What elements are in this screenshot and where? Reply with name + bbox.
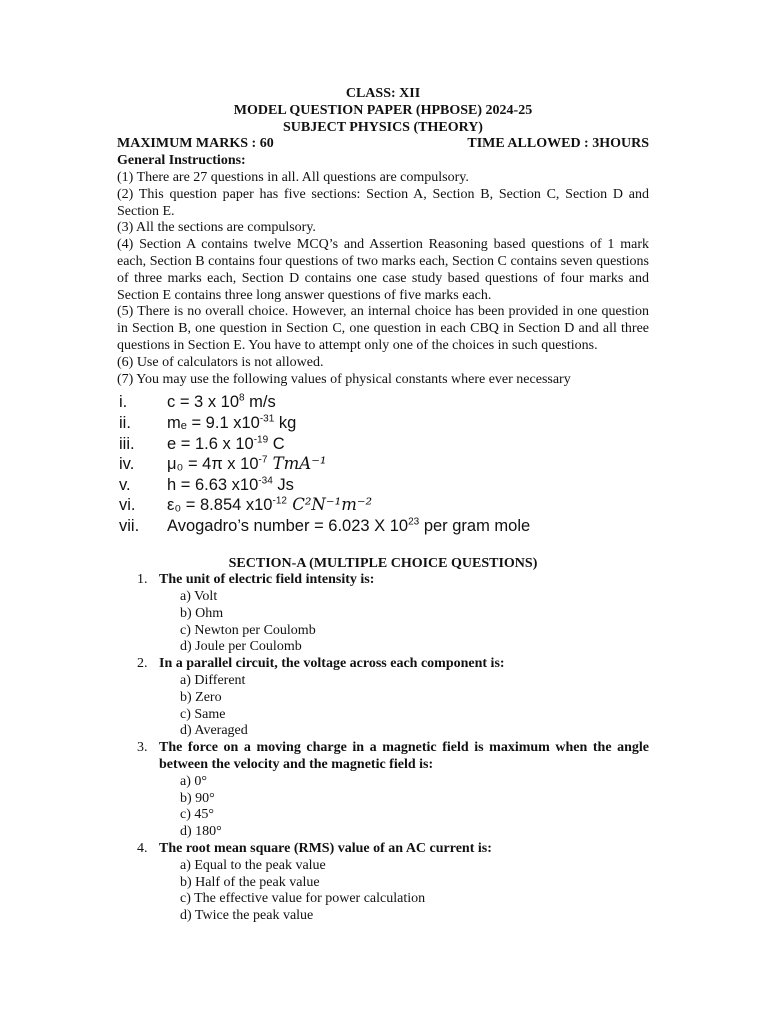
option: b) 90° (180, 790, 215, 806)
constant-row (117, 475, 649, 496)
question-number: 2. (137, 656, 148, 672)
instruction-item: (2) This question paper has five sections: Section A, Section B, Section C, Section D and Section E. (117, 186, 649, 219)
section-a-title: SECTION-A (MULTIPLE CHOICE QUESTIONS) (228, 555, 538, 571)
option: a) Different (180, 673, 246, 689)
constant-row (117, 495, 649, 516)
question (137, 740, 649, 774)
option: a) Equal to the peak value (180, 857, 326, 873)
question-list (137, 572, 649, 925)
instruction-item: (3) All the sections are compulsory. (117, 220, 316, 236)
constant-row (117, 516, 649, 537)
option: d) Twice the peak value (180, 908, 314, 924)
question-options (180, 673, 649, 740)
option: d) Joule per Coulomb (180, 639, 302, 655)
constant-number: ii. (119, 413, 131, 432)
question-options (180, 858, 649, 925)
constant-value: c = 3 x $10^8$ m/s (167, 392, 276, 412)
option: a) Volt (180, 589, 218, 605)
constant-number: i. (119, 393, 128, 412)
constant-value: ε₀ = 8.854 $x10^{-12}$ C²N⁻¹m⁻² (167, 495, 373, 515)
constant-row (117, 413, 649, 434)
option: a) 0° (180, 773, 207, 789)
question-text: In a parallel circuit, the voltage across each component is: (159, 656, 505, 672)
instruction-item: (4) Section A contains twelve MCQ’s and Assertion Reasoning based questions of 1 mark each, Section B contains four questions of two marks each, Section C contains seven questions of three marks each, Section D contains one case study based questions of four marks and Section E contains three long answer questions of five marks each. (117, 237, 649, 303)
question (137, 572, 649, 589)
option: c) The effective value for power calculation (180, 891, 426, 907)
constant-value: e = 1.6 x $10^{-19}$ C (167, 434, 285, 453)
question (137, 656, 649, 673)
constant-row (117, 434, 649, 455)
instruction-item: (1) There are 27 questions in all. All questions are compulsory. (117, 169, 469, 185)
constant-value: mₑ = 9.1 $x10^{-31}$ kg (167, 413, 297, 432)
instruction-item: (6) Use of calculators is not allowed. (117, 354, 324, 370)
constant-number: v. (119, 475, 131, 494)
marks-time-row (117, 136, 649, 153)
subject-title: SUBJECT PHYSICS (THEORY) (283, 119, 483, 135)
question-text: The root mean square (RMS) value of an AC current is: (159, 841, 492, 857)
option: d) Averaged (180, 723, 248, 739)
time-allowed: TIME ALLOWED : 3HOURS (467, 136, 649, 152)
option: b) Ohm (180, 605, 224, 621)
constant-number: vii. (119, 516, 140, 535)
constant-row (117, 454, 649, 475)
option: b) Half of the peak value (180, 874, 320, 890)
option: c) Newton per Coulomb (180, 622, 316, 638)
question-number: 3. (137, 740, 148, 756)
class-heading: CLASS: XII (345, 86, 421, 101)
question-options (180, 589, 649, 656)
question-text: The force on a moving charge in a magnetic field is maximum when the angle between the velocity and the magnetic field is: (159, 740, 649, 773)
option: b) Zero (180, 689, 222, 705)
question-number: 1. (137, 572, 148, 588)
question-options (180, 774, 649, 841)
question-number: 4. (137, 841, 148, 857)
constant-value: μ₀ = 4π x $10^{-7}$ TmA⁻¹ (167, 454, 327, 474)
option: c) Same (180, 706, 226, 722)
option: d) 180° (180, 824, 222, 840)
paper-title: MODEL QUESTION PAPER (HPBOSE) 2024-25 (233, 102, 533, 118)
constant-row (117, 392, 649, 413)
question (137, 841, 649, 858)
question-paper (117, 86, 649, 925)
maximum-marks: MAXIMUM MARKS : 60 (117, 136, 274, 152)
option: c) 45° (180, 807, 214, 823)
instruction-item: (5) There is no overall choice. However, an internal choice has been provided in one question in Section B, one question in Section C, one question in each CBQ in Section D and all three questions in Section E. You have to attempt only one of the choices in such questions. (117, 304, 649, 353)
constants-list (117, 392, 649, 536)
question-text: The unit of electric field intensity is: (159, 572, 375, 588)
constant-number: iv. (119, 455, 135, 474)
instructions-heading: General Instructions: (117, 153, 246, 169)
constant-number: vi. (119, 496, 136, 515)
instruction-item: (7) You may use the following values of physical constants where ever necessary (117, 371, 571, 387)
constant-value: Avogadro’s number = 6.023 X $10^{23}$ per gram mole (167, 516, 531, 535)
constant-value: h = 6.63 $x10^{-34}$ Js (167, 475, 294, 494)
constant-number: iii. (119, 434, 135, 453)
